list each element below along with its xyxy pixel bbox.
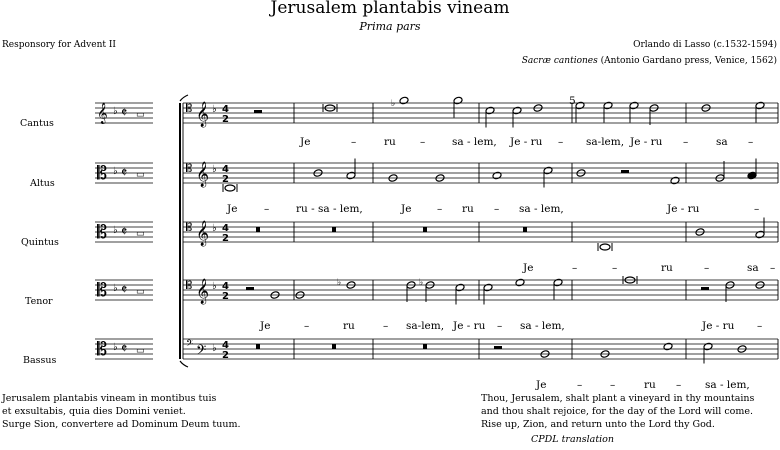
rest-icon [494, 346, 502, 349]
breve-rest-icon [332, 227, 336, 232]
measure-number: 5 [569, 95, 576, 107]
voice-name-tenor: Tenor [25, 296, 53, 307]
flat-icon: ♭ [212, 104, 217, 115]
lyric-syllable: sa - lem, [452, 136, 497, 148]
lyric-hyphen: – [757, 320, 763, 332]
flat-icon: ♭ [212, 223, 217, 234]
c-clef-icon: 𝄡 [97, 222, 108, 243]
note-head [485, 106, 495, 115]
treble-clef-icon: 𝄞 [97, 103, 108, 124]
lyric-syllable: sa - lem, [519, 203, 564, 215]
c-clef-icon: 𝄡 [186, 279, 193, 292]
breve-icon: ▭ [136, 287, 145, 297]
lyric-syllable: Je - ru [630, 136, 663, 148]
lyric-hyphen: – [383, 320, 389, 332]
translation-line: Thou, Jerusalem, shalt plant a vineyard in thy mountains [481, 393, 755, 404]
lyric-hyphen: – [770, 262, 776, 274]
flat-icon: ♭ [391, 99, 396, 109]
note-head [603, 101, 613, 110]
c-clef-icon: 𝄡 [97, 280, 108, 301]
lyric-hyphen: – [558, 136, 564, 148]
translation-line: and thou shalt rejoice, for the day of the Lord will come. [481, 406, 754, 417]
lyric-hyphen: – [494, 203, 500, 215]
english-translation [481, 392, 754, 431]
breve-rest-icon [332, 344, 336, 349]
time-sig-bottom: 2 [222, 350, 229, 361]
cut-time-icon: 𝄵 [121, 341, 128, 357]
breve-note [225, 185, 235, 191]
flat-icon: ♭ [113, 283, 118, 294]
lyric-syllable: Je [536, 379, 547, 391]
flat-icon: ♭ [419, 278, 424, 288]
lyric-hyphen: – [748, 136, 754, 148]
latin-line: et exsultabis, quia dies Domini veniet. [2, 406, 186, 417]
lyric-syllable: sa - lem, [520, 320, 565, 332]
lyric-hyphen: – [437, 203, 443, 215]
flat-icon: ♭ [212, 281, 217, 292]
translation-line: Rise up, Zion, and return unto the Lord thy God. [481, 419, 715, 430]
note-head [755, 230, 765, 239]
lyric-syllable: sa-lem, [406, 320, 445, 332]
lyric-syllable: ru [343, 320, 355, 332]
lyric-syllable: ru [661, 262, 673, 274]
lyric-hyphen: – [264, 203, 270, 215]
note-head [755, 101, 765, 110]
composer-label: Orlando di Lasso (c.1532-1594) [633, 40, 777, 50]
breve-rest-icon [423, 227, 427, 232]
time-sig-top: 4 [222, 104, 229, 115]
lyric-syllable: Je [401, 203, 412, 215]
lyric-syllable: Je - ru [510, 136, 543, 148]
note-head [543, 166, 553, 175]
rest-icon [701, 287, 709, 290]
lyric-syllable: Je [260, 320, 271, 332]
translation-credit: CPDL translation [531, 434, 615, 445]
lyric-syllable: sa [747, 262, 759, 274]
flat-icon: ♭ [212, 164, 217, 175]
c-clef-icon: 𝄡 [186, 162, 193, 175]
treble-clef-icon: 𝄞 [196, 162, 210, 187]
treble-clef-icon: 𝄞 [196, 279, 210, 304]
lyric-syllable: sa - lem, [705, 379, 750, 391]
latin-line: Jerusalem plantabis vineam in montibus tuis [2, 393, 217, 404]
time-sig-bottom: 2 [222, 291, 229, 302]
breve-icon: ▭ [136, 346, 145, 356]
bass-clef-icon: 𝄢 [196, 342, 207, 361]
c-clef-icon: 𝄡 [97, 163, 108, 184]
time-sig-top: 4 [222, 340, 229, 351]
lyric-syllable: Je [523, 262, 534, 274]
flat-icon: ♭ [113, 342, 118, 353]
time-sig-bottom: 2 [222, 233, 229, 244]
voice-name-cantus: Cantus [20, 118, 54, 129]
page-title: Jerusalem plantabis vineam [270, 0, 510, 18]
time-sig-top: 4 [222, 281, 229, 292]
note-head [629, 101, 639, 110]
flat-icon: ♭ [113, 166, 118, 177]
cut-time-icon: 𝄵 [121, 165, 128, 181]
lyric-hyphen: – [683, 136, 689, 148]
lyric-syllable: sa [716, 136, 728, 148]
lyric-hyphen: – [497, 320, 503, 332]
time-sig-bottom: 2 [222, 114, 229, 125]
breve-icon: ▭ [136, 110, 145, 120]
note-head [492, 171, 502, 180]
voice-name-bassus: Bassus [23, 355, 57, 366]
treble-clef-icon: 𝄞 [196, 102, 210, 127]
note-head [575, 101, 585, 110]
time-sig-top: 4 [222, 223, 229, 234]
lyric-hyphen: – [304, 320, 310, 332]
lyric-syllable: ru [462, 203, 474, 215]
lyric-hyphen: – [572, 262, 578, 274]
lyric-syllable: ru [644, 379, 656, 391]
breve-note [600, 244, 610, 250]
latin-text [2, 392, 241, 431]
breve-rest-icon [523, 227, 527, 232]
note-head [703, 342, 713, 351]
note-head [346, 171, 356, 180]
cut-time-icon: 𝄵 [121, 282, 128, 298]
rest-icon [246, 287, 254, 290]
flat-icon: ♭ [337, 278, 342, 288]
note-head [399, 96, 409, 105]
note-head [483, 283, 493, 292]
lyric-hyphen: – [610, 379, 616, 391]
cut-time-icon: 𝄵 [121, 105, 128, 121]
lyric-syllable: ru [384, 136, 396, 148]
time-sig-top: 4 [222, 164, 229, 175]
lyric-syllable: Je [300, 136, 311, 148]
breve-rest-icon [423, 344, 427, 349]
note-head [512, 106, 522, 115]
c-clef-icon: 𝄡 [186, 102, 193, 115]
note-head [453, 96, 463, 105]
flat-icon: ♭ [113, 225, 118, 236]
cut-time-icon: 𝄵 [121, 224, 128, 240]
lyric-hyphen: – [351, 136, 357, 148]
note-head [747, 171, 757, 180]
lyric-hyphen: – [420, 136, 426, 148]
breve-rest-icon [256, 344, 260, 349]
lyric-syllable: Je [227, 203, 238, 215]
lyric-syllable: ru - sa - lem, [296, 203, 363, 215]
voice-name-altus: Altus [30, 178, 55, 189]
voice-name-quintus: Quintus [21, 237, 59, 248]
lyric-hyphen: – [676, 379, 682, 391]
treble-clef-icon: 𝄞 [196, 221, 210, 246]
rest-icon [254, 110, 262, 113]
flat-icon: ♭ [113, 106, 118, 117]
lyric-syllable: Je - ru [453, 320, 486, 332]
lyric-hyphen: – [754, 203, 760, 215]
note-head [515, 278, 525, 287]
source-title: Sacræ cantiones [521, 56, 598, 66]
c-clef-icon: 𝄡 [97, 339, 108, 360]
time-sig-bottom: 2 [222, 174, 229, 185]
lyric-syllable: Je - ru [702, 320, 735, 332]
breve-rest-icon [256, 227, 260, 232]
page-subtitle: Prima pars [359, 20, 421, 33]
breve-icon: ▭ [136, 229, 145, 239]
occasion-label: Responsory for Advent II [2, 40, 116, 50]
note-head [663, 342, 673, 351]
lyric-hyphen: – [704, 262, 710, 274]
lyric-hyphen: – [612, 262, 618, 274]
breve-icon: ▭ [136, 170, 145, 180]
flat-icon: ♭ [212, 343, 217, 354]
note-head [455, 283, 465, 292]
bass-clef-icon: 𝄢 [186, 338, 194, 351]
note-head [553, 278, 563, 287]
c-clef-icon: 𝄡 [186, 221, 193, 234]
latin-line: Surge Sion, convertere ad Dominum Deum tuum. [2, 419, 241, 430]
lyric-syllable: Je - ru [667, 203, 700, 215]
source-detail: (Antonio Gardano press, Venice, 1562) [597, 56, 777, 66]
note-head [670, 176, 680, 185]
lyric-syllable: sa-lem, [586, 136, 625, 148]
rest-icon [621, 170, 629, 173]
lyric-hyphen: – [577, 379, 583, 391]
